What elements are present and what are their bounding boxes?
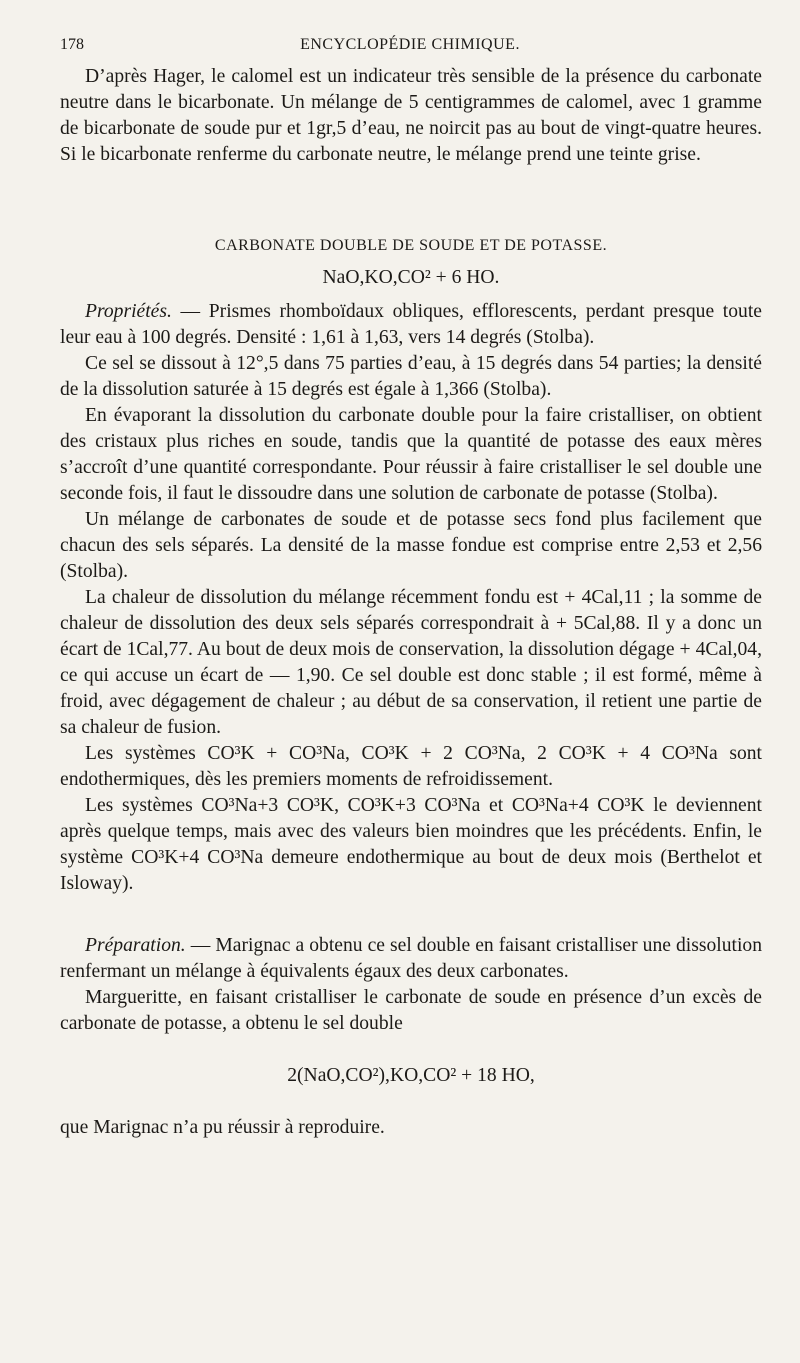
proprietes-paragraph-6: Les systèmes CO³K + CO³Na, CO³K + 2 CO³Na, 2 CO³K + 4 CO³Na sont endothermiques, dès les premiers moments de refroidissement. xyxy=(60,743,762,790)
preparation-paragraph-3: que Marignac n’a pu réussir à reproduire. xyxy=(60,1117,385,1138)
page-header xyxy=(60,36,760,58)
proprietes-paragraph-2: Ce sel se dissout à 12°,5 dans 75 parties d’eau, à 15 degrés dans 54 parties; la densité de la dissolution saturée à 15 degrés est égale à 1,366 (Stolba). xyxy=(60,353,762,400)
proprietes-paragraph-1 xyxy=(60,299,762,351)
section-formula: NaO,KO,CO² + 6 HO. xyxy=(322,267,500,288)
page-number: 178 xyxy=(60,36,84,53)
proprietes-paragraph-4: Un mélange de carbonates de soude et de potasse secs fond plus facilement que chacun des sels séparés. La densité de la masse fondue est comprise entre 2,53 et 2,56 (Stolba). xyxy=(60,509,762,582)
section-spacer xyxy=(60,168,762,213)
proprietes-paragraph-5: La chaleur de dissolution du mélange récemment fondu est + 4Cal,11 ; la somme de chaleur de dissolution des deux sels séparés correspondrait à + 5Cal,88. Il y a donc un écart de 1Cal,77. Au bout de deux mois de conservation, la dissolution dégage + 4Cal,04, ce qui accuse un écart de — 1,90. Ce sel double est donc stable ; il est formé, même à froid, avec dégagement de chaleur ; au début de sa conservation, il retient une partie de sa chaleur de fusion. xyxy=(60,587,762,738)
preparation-paragraph-2: Margueritte, en faisant cristalliser le carbonate de soude en présence d’un excès de carbonate de potasse, a obtenu le sel double xyxy=(60,987,762,1034)
preparation-formula: 2(NaO,CO²),KO,CO² + 18 HO, xyxy=(287,1065,535,1086)
running-title: ENCYCLOPÉDIE CHIMIQUE. xyxy=(300,36,520,53)
proprietes-paragraph-7: Les systèmes CO³Na+3 CO³K, CO³K+3 CO³Na et CO³Na+4 CO³K le deviennent après quelque temps, mais avec des valeurs bien moindres que les précédents. Enfin, le système CO³K+4 CO³Na demeure endothermique au bout de deux mois (Berthelot et Isloway). xyxy=(60,795,762,894)
proprietes-text-1: — Prismes rhomboïdaux obliques, efflorescents, perdant presque toute leur eau à 100 degrés. Densité : 1,61 à 1,63, vers 14 degrés (Stolba). xyxy=(60,301,762,348)
intro-paragraph: D’après Hager, le calomel est un indicateur très sensible de la présence du carbonate neutre dans le bicarbonate. Un mélange de 5 centigrammes de calomel, avec 1 gramme de bicarbonate de soude pur et 1gr,5 d’eau, ne noircit pas au bout de vingt-quatre heures. Si le bicarbonate renferme du carbonate neutre, le mélange prend une teinte grise. xyxy=(60,66,762,165)
section-spacer-2 xyxy=(60,897,762,933)
proprietes-paragraph-3: En évaporant la dissolution du carbonate double pour la faire cristalliser, on obtient des cristaux plus riches en soude, tandis que la quantité de potasse des eaux mères s’accroît d’une quantité correspondante. Pour réussir à faire cristalliser le sel double une seconde fois, il faut le dissoudre dans une solution de carbonate de potasse (Stolba). xyxy=(60,405,762,504)
preparation-paragraph-1 xyxy=(60,933,762,985)
preparation-text-1: — Marignac a obtenu ce sel double en faisant cristalliser une dissolution renfermant un mélange à équivalents égaux des deux carbonates. xyxy=(60,935,762,982)
preparation-label: Préparation. xyxy=(85,935,186,956)
proprietes-label: Propriétés. xyxy=(85,301,172,322)
section-title: CARBONATE DOUBLE DE SOUDE ET DE POTASSE. xyxy=(214,237,608,254)
page-body xyxy=(60,64,762,1141)
